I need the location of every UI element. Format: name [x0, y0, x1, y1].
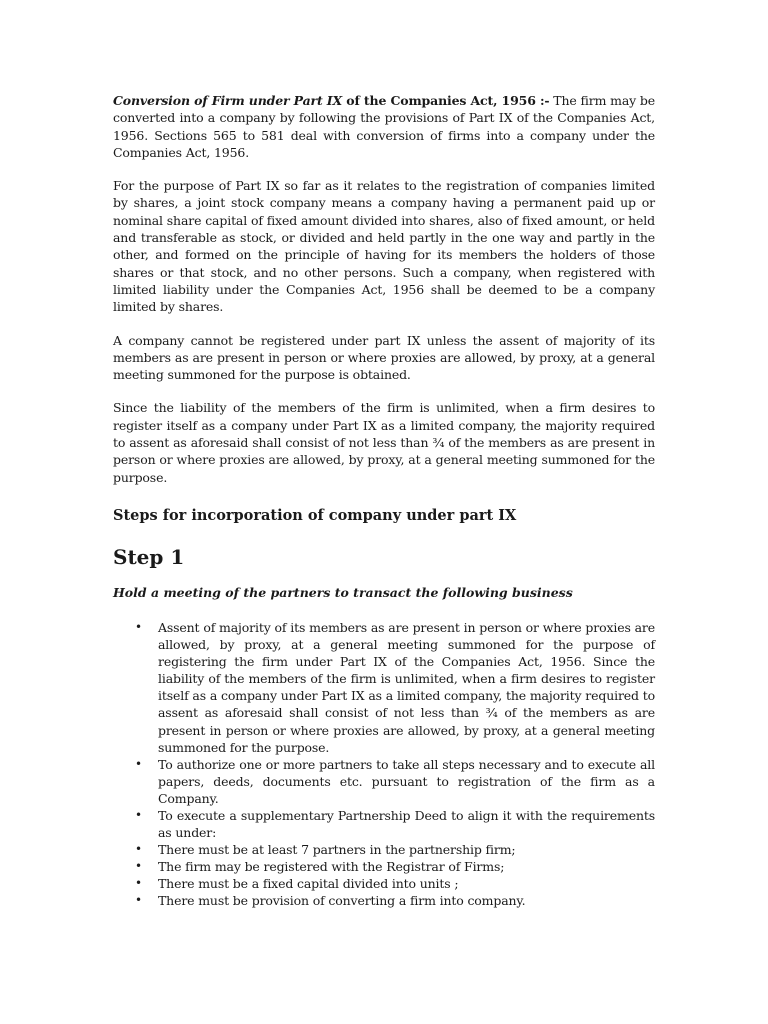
intro-paragraph [113, 92, 655, 161]
step-title: Step 1 [113, 544, 185, 569]
list-item-text: There must be at least 7 partners in the partnership firm; [158, 842, 516, 858]
list-item [113, 841, 655, 858]
bullet-list [113, 619, 655, 910]
steps-heading: Steps for incorporation of company under part IX [113, 506, 517, 524]
list-item [113, 807, 655, 841]
paragraph-definition: For the purpose of Part IX so far as it relates to the registration of companies limited by shares, a joint stock company means a company having a permanent paid up or nominal share capital of fixed amount divided into shares, also of fixed amount, or held and transferable as stock, or divided and held partly in the one way and partly in the other, and formed on the principle of having for its members the holders of those shares or that stock, and no other persons. Such a company, when registered with limited liability under the Companies Act, 1956 shall be deemed to be a company limited by shares. [113, 178, 655, 315]
list-item-text: There must be a fixed capital divided into units ; [158, 876, 459, 892]
list-item [113, 875, 655, 892]
intro-lead-bold: of the Companies Act, 1956 :- [346, 93, 550, 108]
list-item-text: There must be provision of converting a firm into company. [158, 893, 526, 909]
list-item [113, 892, 655, 909]
intro-lead-italic: Conversion of Firm under Part IX [113, 93, 347, 108]
step-task-heading: Hold a meeting of the partners to transact the following business [113, 584, 573, 600]
list-item [113, 858, 655, 875]
list-item-text: The firm may be registered with the Registrar of Firms; [158, 859, 505, 875]
bullet-icon: • [135, 807, 142, 822]
bullet-icon: • [135, 619, 142, 634]
paragraph-assent: A company cannot be registered under part IX unless the assent of majority of its members as are present in person or where proxies are allowed, by proxy, at a general meeting summoned for the purpose is obtained. [113, 332, 655, 383]
bullet-icon: • [135, 842, 142, 857]
bullet-icon: • [135, 756, 142, 771]
list-item [113, 756, 655, 807]
list-item-text: To execute a supplementary Partnership Deed to align it with the requirements as under: [158, 807, 655, 841]
intro-text: The firm may be converted into a company by following the provisions of Part IX of the Companies Act, 1956. Sections 565 to 581 deal with conversion of firms into a company under the Companies Act, 1956. [113, 93, 655, 160]
paragraph-liability: Since the liability of the members of the firm is unlimited, when a firm desires to register itself as a company under Part IX as a limited company, the majority required to assent as aforesaid shall consist of not less than ¾ of the members as are present in person or where proxies are allowed, by proxy, at a general meeting summoned for the purpose. [113, 400, 655, 485]
document-page [113, 92, 655, 910]
list-item-text: Assent of majority of its members as are present in person or where proxies are allowed, by proxy, at a general meeting summoned for the purpose of registering the firm under Part IX of the Companies Act, 1956. Since the liability of the members of the firm is unlimited, when a firm desires to register itself as a company under Part IX as a limited company, the majority required to assent as aforesaid shall consist of not less than ¾ of the members as are present in person or where proxies are allowed, by proxy, at a general meeting summoned for the purpose. [158, 619, 655, 755]
bullet-icon: • [135, 876, 142, 891]
list-item [113, 619, 655, 756]
list-item-text: To authorize one or more partners to take all steps necessary and to execute all papers, deeds, documents etc. pursuant to registration of the firm as a Company. [158, 756, 655, 806]
bullet-icon: • [135, 859, 142, 874]
bullet-icon: • [135, 893, 142, 908]
